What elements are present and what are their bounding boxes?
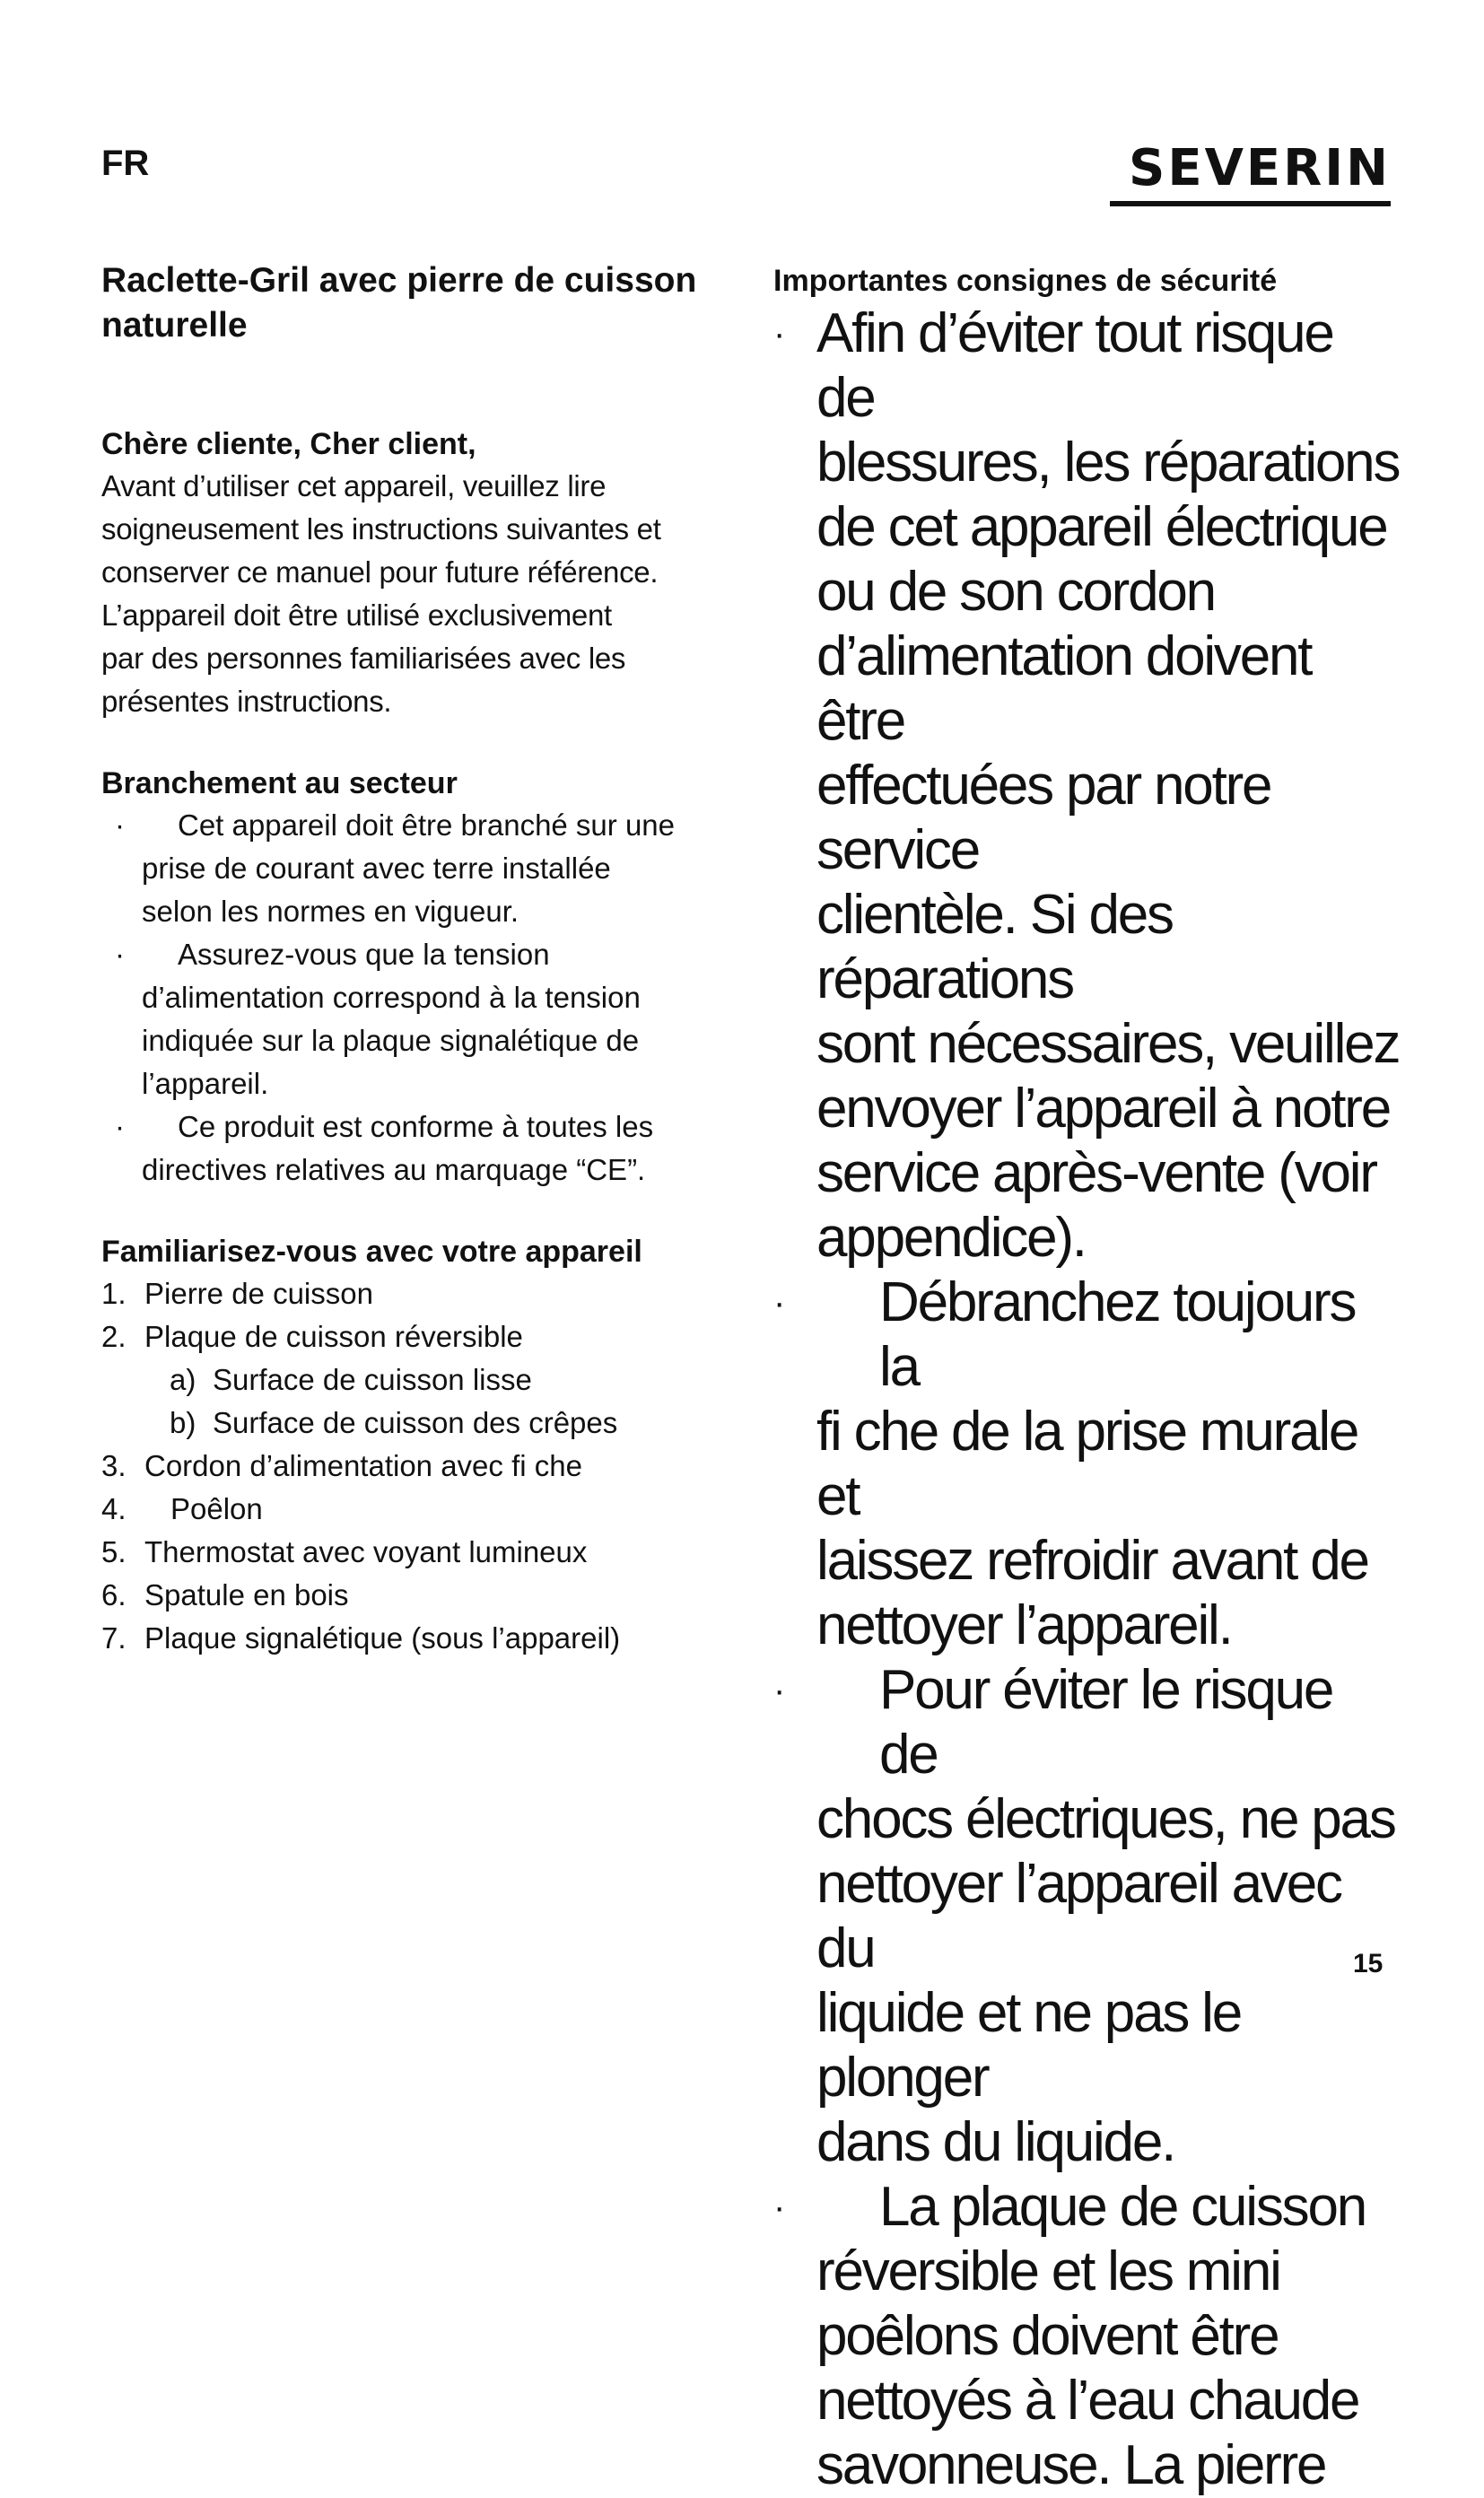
item-text: Surface de cuisson lisse: [213, 1363, 532, 1396]
list-item: [773, 2175, 1401, 2498]
list-item: [101, 1445, 729, 1488]
list-item-line: nettoyer l’appareil avec du: [816, 1853, 1341, 1979]
bullet-icon: ·: [773, 2188, 784, 2227]
left-column: [101, 258, 729, 1660]
item-text: Plaque de cuisson réversible: [144, 1320, 523, 1353]
page-number: 15: [1353, 1949, 1384, 1978]
list-item: [101, 1617, 729, 1660]
list-item-line: d’alimentation correspond à la tension: [142, 981, 641, 1014]
list-item-line: laissez refroidir avant de: [816, 1530, 1368, 1592]
list-item-line: envoyer l’appareil à notre: [816, 1078, 1390, 1140]
product-title: Raclette-Gril avec pierre de cuisson naturelle: [101, 261, 697, 345]
list-item-line: ou de son cordon: [816, 561, 1215, 623]
bullet-icon: ·: [773, 1671, 784, 1710]
language-label: FR: [101, 144, 150, 183]
list-item: [101, 1531, 729, 1574]
intro-line: Avant d’utiliser cet appareil, veuillez lire: [101, 469, 607, 502]
list-item: [101, 804, 729, 933]
list-item-line: Pour éviter le risque de: [879, 1659, 1333, 1786]
intro-paragraph: [101, 465, 729, 723]
severin-logo: SEVERIN: [1128, 139, 1391, 197]
list-item-line: sont nécessaires, veuillez: [816, 1013, 1400, 1075]
list-item-line: Débranchez toujours la: [879, 1271, 1356, 1398]
parts-heading: Familiarisez-vous avec votre appareil: [101, 1235, 642, 1269]
list-item-line: effectuées par notre service: [816, 755, 1271, 881]
list-item-line: l’appareil.: [142, 1067, 269, 1100]
bullet-icon: ·: [115, 808, 125, 842]
list-item-line: dans du liquide.: [816, 2111, 1175, 2173]
mains-heading: Branchement au secteur: [101, 766, 458, 800]
bullet-icon: ·: [773, 314, 784, 354]
item-text: Surface de cuisson des crêpes: [213, 1406, 618, 1439]
logo-underline: [1110, 201, 1391, 206]
list-item-line: service après-vente (voir: [816, 1142, 1376, 1204]
list-item-line: prise de courant avec terre installée: [142, 852, 611, 885]
item-text: Spatule en bois: [144, 1578, 349, 1611]
list-item: [101, 1402, 729, 1445]
item-number: a): [170, 1363, 196, 1396]
item-text: Poêlon: [170, 1492, 263, 1525]
list-item-line: savonneuse. La pierre: [816, 2434, 1326, 2496]
intro-line: L’appareil doit être utilisé exclusivement: [101, 598, 612, 632]
item-number: 5.: [101, 1535, 127, 1568]
list-item-line: nettoyer l’appareil.: [816, 1594, 1232, 1656]
item-text: Pierre de cuisson: [144, 1277, 373, 1310]
intro-line: soigneusement les instructions suivantes et: [101, 512, 661, 546]
list-item-line: réversible et les mini: [816, 2240, 1280, 2302]
list-item-line: selon les normes en vigueur.: [142, 895, 519, 928]
list-item-line: Ce produit est conforme à toutes les: [178, 1110, 654, 1143]
list-item: [773, 301, 1401, 1271]
list-item: [101, 933, 729, 1105]
list-item-line: clientèle. Si des réparations: [816, 884, 1173, 1010]
safety-heading: Importantes consignes de sécurité: [773, 264, 1278, 298]
intro-line: présentes instructions.: [101, 685, 392, 718]
list-item: [101, 1358, 729, 1402]
greeting-heading: Chère cliente, Cher client,: [101, 427, 476, 461]
list-item-line: Assurez-vous que la tension: [178, 938, 550, 971]
item-number: b): [170, 1406, 196, 1439]
list-item: [101, 1488, 729, 1531]
item-text: Cordon d’alimentation avec fi che: [144, 1449, 582, 1482]
bullet-icon: ·: [115, 938, 125, 971]
list-item-line: Afin d’éviter tout risque de: [816, 302, 1333, 429]
list-item-line: appendice).: [816, 1207, 1086, 1269]
list-item-line: La plaque de cuisson: [879, 2176, 1366, 2238]
list-item-line: fi che de la prise murale et: [816, 1401, 1358, 1527]
list-item-line: indiquée sur la plaque signalétique de: [142, 1024, 640, 1057]
safety-list: [773, 301, 1401, 2498]
list-item-line: d’alimentation doivent être: [816, 625, 1312, 752]
list-item-line: Cet appareil doit être branché sur une: [178, 808, 676, 842]
list-item-line: directives relatives au marquage “CE”.: [142, 1153, 646, 1186]
list-item-line: de cet appareil électrique: [816, 496, 1387, 558]
mains-list: [101, 804, 729, 1192]
bullet-icon: ·: [115, 1110, 125, 1143]
list-item-line: liquide et ne pas le plonger: [816, 1982, 1242, 2109]
right-column: [773, 260, 1401, 2498]
list-item: [773, 1271, 1401, 1658]
list-item: [101, 1105, 729, 1192]
item-number: 3.: [101, 1449, 127, 1482]
item-text: Plaque signalétique (sous l’appareil): [144, 1621, 621, 1655]
item-number: 2.: [101, 1320, 127, 1353]
parts-list: [101, 1272, 729, 1660]
list-item: [101, 1272, 729, 1315]
list-item-line: poêlons doivent être: [816, 2305, 1279, 2367]
item-number: 1.: [101, 1277, 127, 1310]
list-item: [101, 1574, 729, 1617]
list-item: [773, 1658, 1401, 2175]
intro-line: par des personnes familiarisées avec les: [101, 642, 626, 675]
list-item-line: chocs électriques, ne pas: [816, 1788, 1395, 1850]
item-text: Thermostat avec voyant lumineux: [144, 1535, 588, 1568]
list-item: [101, 1315, 729, 1358]
bullet-icon: ·: [773, 1283, 784, 1323]
item-number: 4.: [101, 1492, 127, 1525]
list-item-line: blessures, les réparations: [816, 432, 1400, 493]
intro-line: conserver ce manuel pour future référence.: [101, 555, 659, 589]
list-item-line: nettoyés à l’eau chaude: [816, 2370, 1359, 2432]
item-number: 6.: [101, 1578, 127, 1611]
item-number: 7.: [101, 1621, 127, 1655]
